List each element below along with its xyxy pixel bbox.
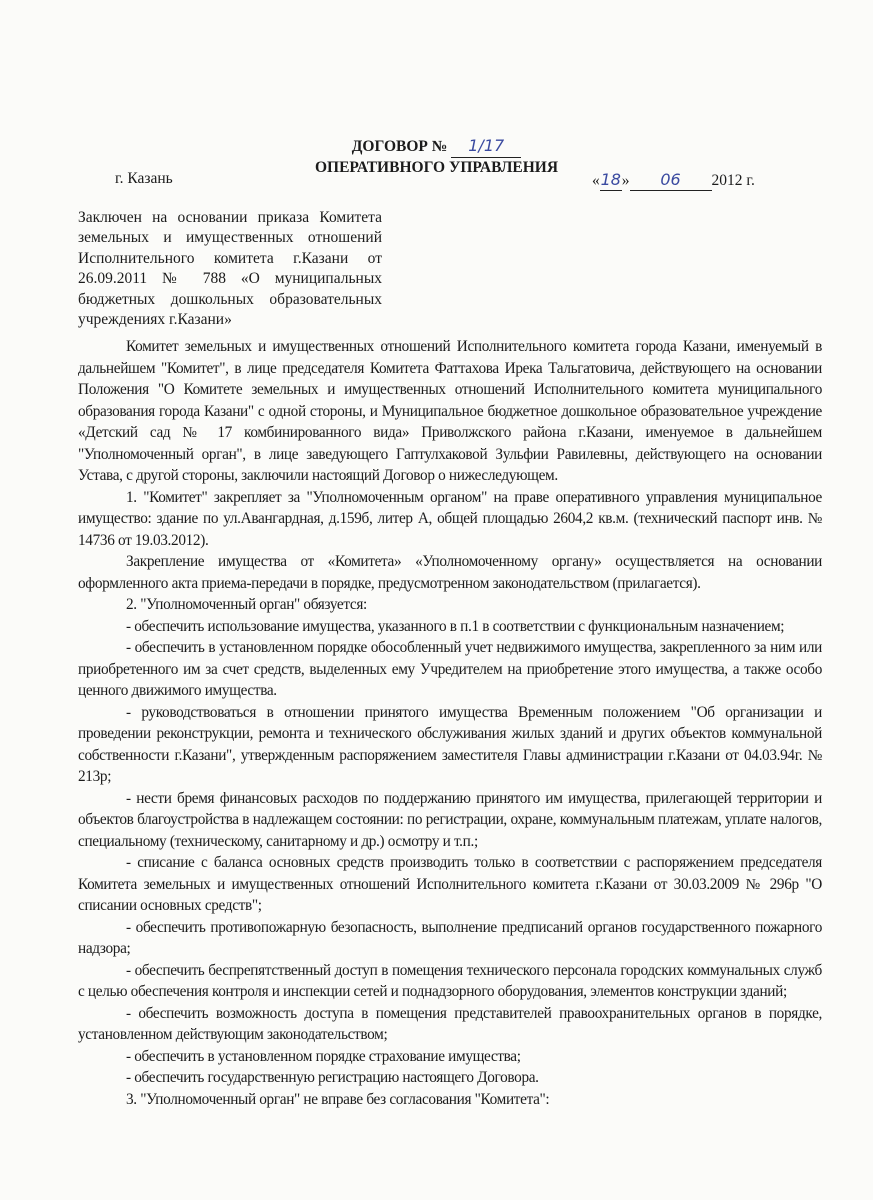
clause-2-item: - обеспечить беспрепятственный доступ в помещения технического персонала городских коммунальных служб с целью обеспечения контроля и инспекции сетей и поднадзорного оборудования, элементов конструкции зданий; [78,961,822,1000]
clause-2-item: - руководствоваться в отношении принятого имущества Временным положением "Об организации и проведении реконструкции, ремонта и технического обслуживания жилых зданий и других объектов коммунальной собственности г.Казани", утвержденным распоряжением заместителя Главы администрации г.Казани от 04.03.94г. № 213р; [78,703,822,785]
date-day: 18 [600,170,621,189]
clause-2-item: - обеспечить использование имущества, указанного в п.1 в соответствии с функциональным назначением; [126,617,785,635]
preamble-paragraph: Комитет земельных и имущественных отношений Исполнительного комитета города Казани, именуемый в дальнейшем "Комитет", в лице председателя Комитета Фаттахова Ирека Тальгатовича, действующего на основании Положения "О Комитете земельных и имущественных отношений Исполнительного комитета муниципального образования города Казани" с одной стороны, и Муниципальное бюджетное дошкольное образовательное учреждение «Детский сад № 17 комбинированного вида» Приволжского района г.Казани, именуемое в дальнейшем "Уполномоченный орган", в лице заведующего Гаптулхаковой Зульфии Равилевны, действующего на основании Устава, с другой стороны, заключили настоящий Договор о нижеследующем. [78,338,822,484]
city: г. Казань [115,170,173,187]
date-quote-close: » [621,172,630,189]
clause-2-heading: 2. "Уполномоченный орган" обязуется: [126,596,367,613]
clause-1: 1. "Комитет" закрепляет за "Уполномоченным органом" на праве оперативного управления муниципальное имущество: здание по ул.Авангардная, д.159б, литер А, общей площадью 2604,2 кв.м. (технический паспорт инв. № 14736 от 19.03.2012). [78,488,822,549]
clause-2-item: - обеспечить в установленном порядке страхование имущества; [126,1047,521,1065]
date-month: 06 [660,170,681,189]
title-prefix: ДОГОВОР № [351,138,448,155]
clause-2-item: - обеспечить противопожарную безопасность, выполнение предписаний органов государственного пожарного надзора; [78,918,822,957]
clause-2-item: - обеспечить возможность доступа в помещения представителей правоохранительных органов в порядке, установленном действующим законодательством; [78,1004,822,1043]
clause-3-heading: 3. "Уполномоченный орган" не вправе без согласования "Комитета": [126,1090,550,1108]
contract-date [592,170,755,191]
contract-number [451,136,521,158]
clause-2-item: - списание с баланса основных средств производить только в соответствии с распоряжением председателя Комитета земельных и имущественных отношений Исполнительного комитета г.Казани от 30.03.2009 № 296р "О списании основных средств"; [78,854,822,914]
contract-body [78,336,822,1110]
clause-2-item: - обеспечить в установленном порядке обособленный учет недвижимого имущества, закрепленного за ним или приобретенного им за счет средств, выделенных ему Учредителем на приобретение этого имущества, а также особо ценного движимого имущества. [78,639,822,699]
date-quote-open: « [592,172,600,189]
handwritten-number: 1/17 [468,136,505,155]
clause-2-item: - нести бремя финансовых расходов по поддержанию принятого им имущества, прилегающей территории и объектов благоустройства в надлежащем состоянии: по регистрации, охране, коммунальным платежам, уплате налогов, специальному (техническому, санитарному и др.) осмотру и т.п.; [78,789,822,850]
contract-basis: Заключен на основании приказа Комитета земельных и имущественных отношений Исполнительного комитета г.Казани от 26.09.2011 № 788 «О муниципальных бюджетных дошкольных образовательных учреждениях г.Казани» [78,209,382,329]
clause-2-item: - обеспечить государственную регистрацию настоящего Договора. [126,1069,539,1086]
clause-1-transfer: Закрепление имущества от «Комитета» «Уполномоченному органу» осуществляется на основании оформленного акта приема-передачи в порядке, предусмотренном законодательством (прилагается). [78,553,822,592]
date-year: 2012 г. [711,172,755,189]
contract-subtitle: ОПЕРАТИВНОГО УПРАВЛЕНИЯ [314,159,559,176]
